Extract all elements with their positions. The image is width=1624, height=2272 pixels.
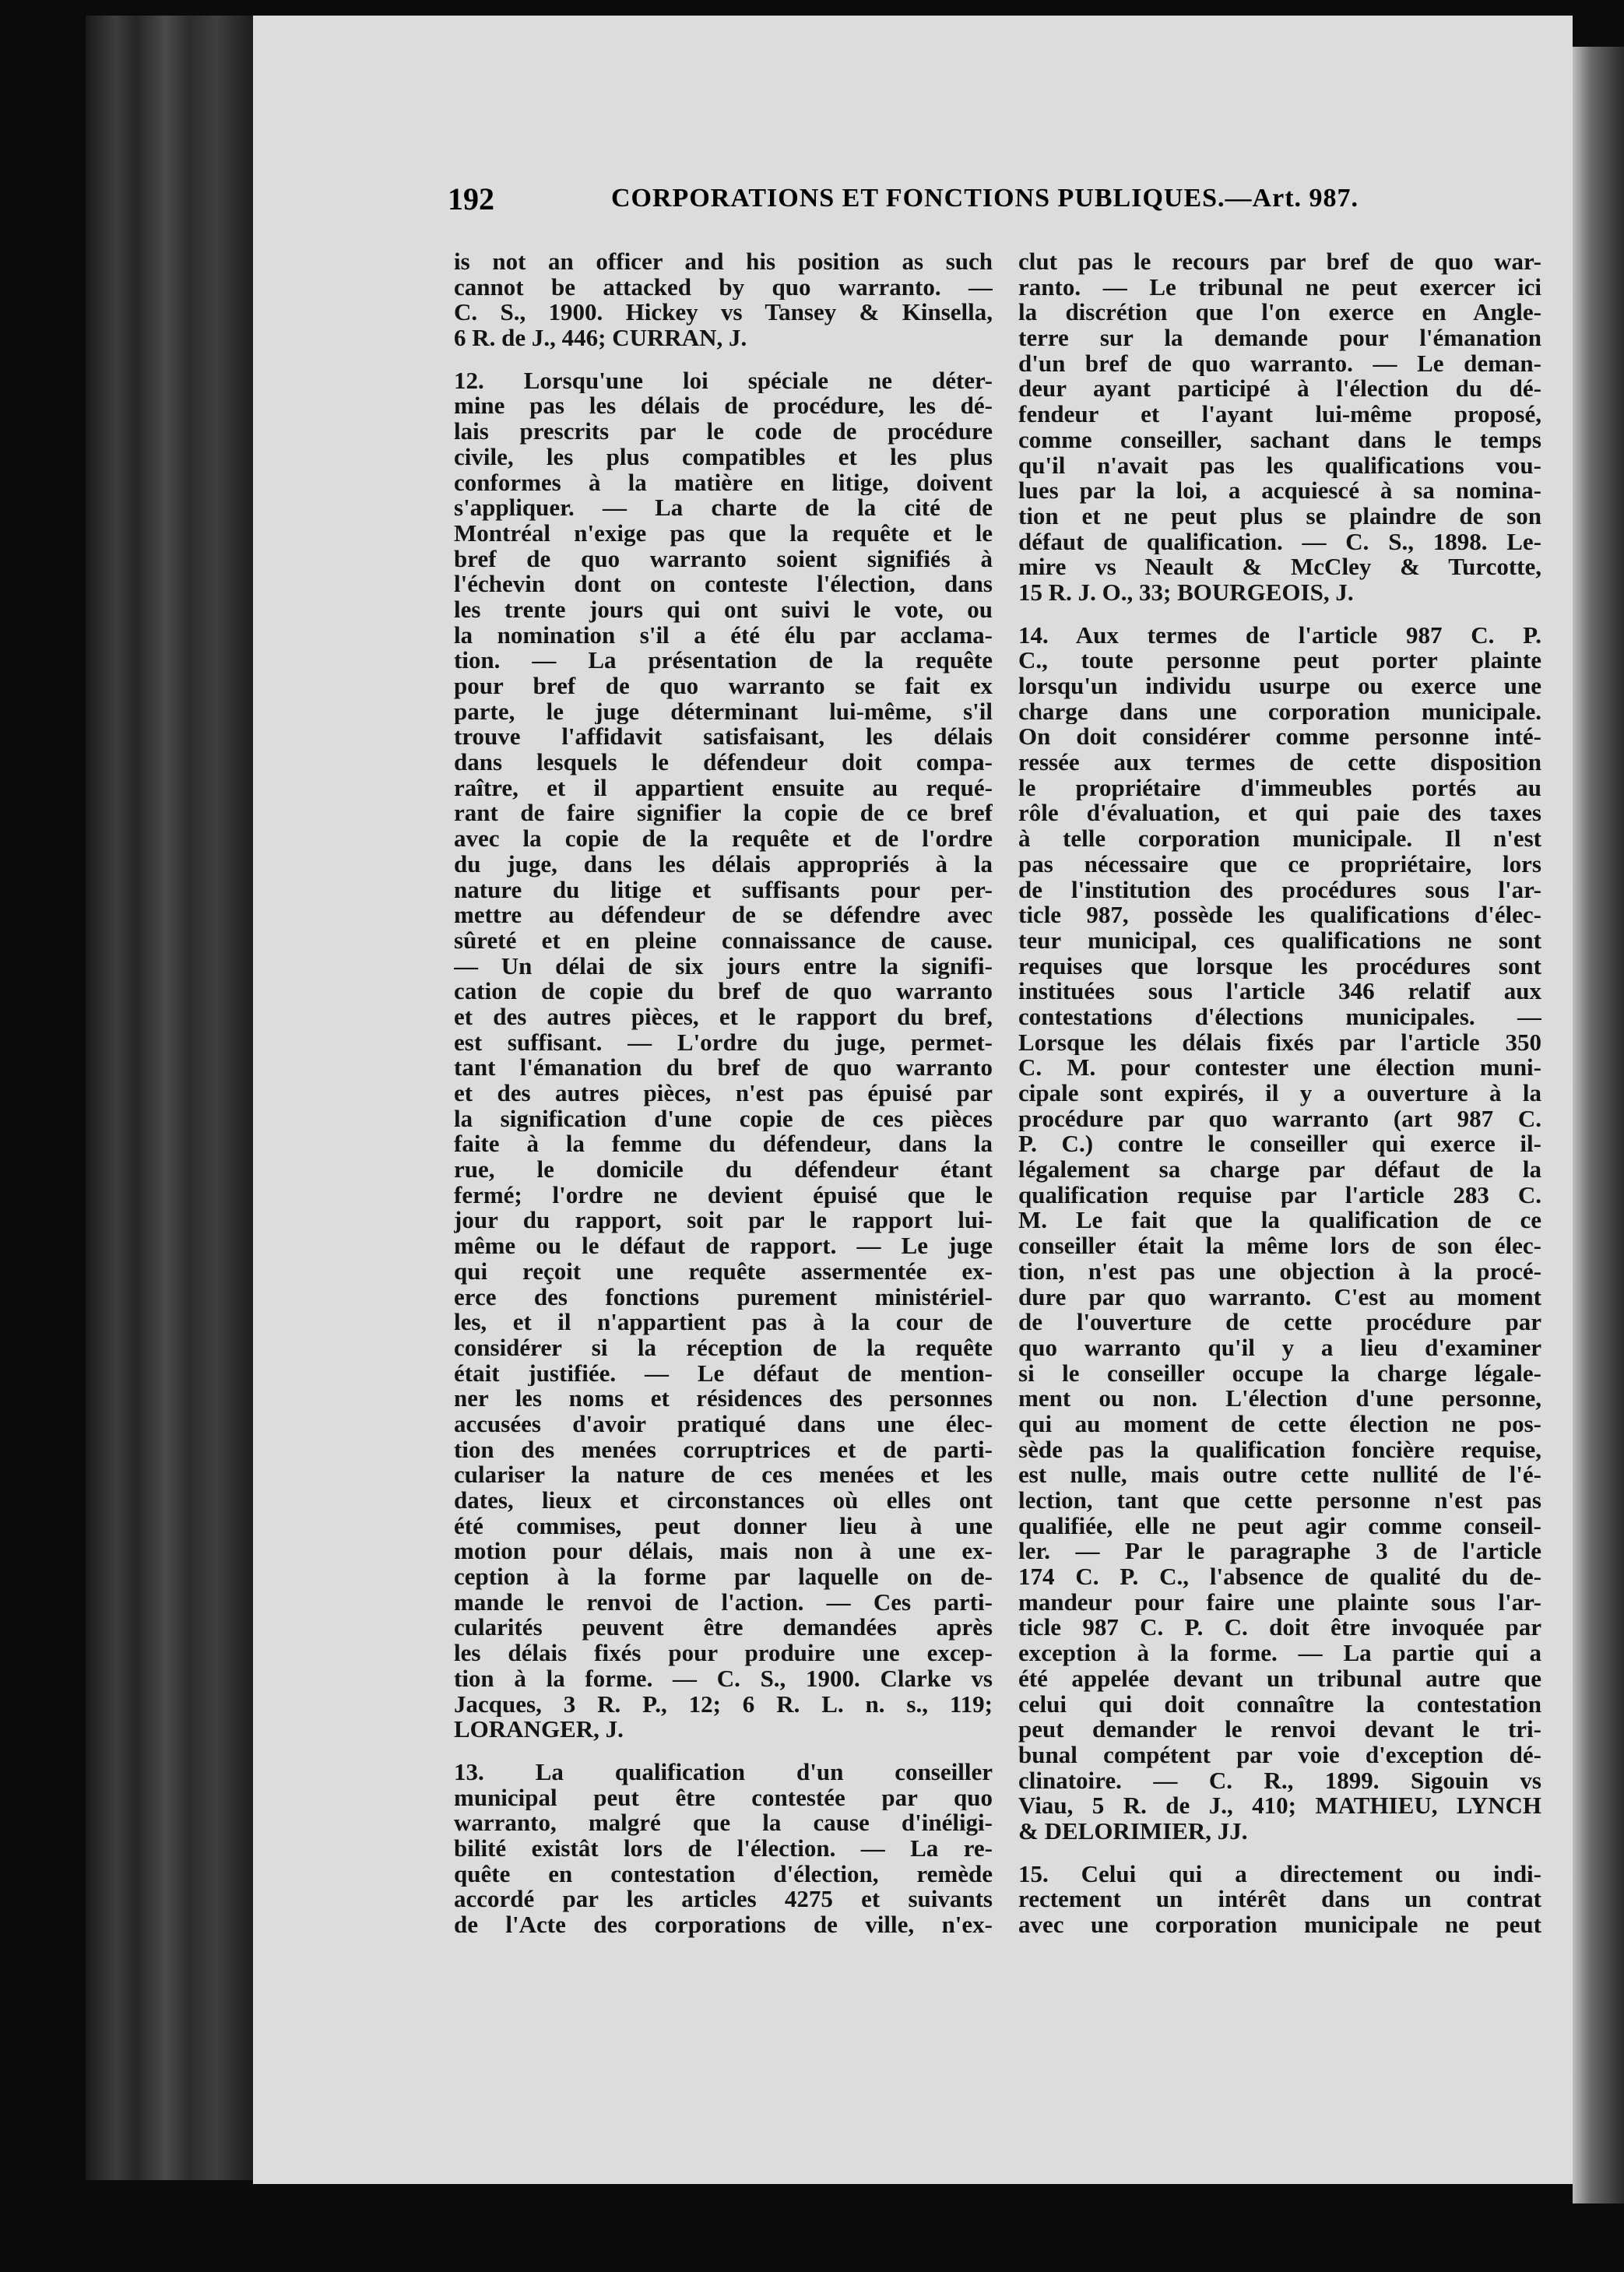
text-line: accordé par les articles 4275 et suivants [454, 1887, 993, 1912]
text-line: Viau, 5 R. de J., 410; MATHIEU, LYNCH [1018, 1793, 1541, 1819]
text-line: bilité existât lors de l'élection. — La re- [454, 1835, 993, 1862]
text-line: du juge, dans les délais appropriés à la [454, 851, 993, 877]
text-line: municipal peut être contestée par quo [454, 1785, 993, 1811]
text-line: is not an officer and his position as such [454, 249, 993, 275]
text-line: 14. Aux termes de l'article 987 C. P. [1018, 622, 1541, 649]
text-line: l'échevin dont on conteste l'élection, dans [454, 572, 993, 597]
text-line: les trente jours qui ont suivi le vote, ou [454, 596, 993, 623]
text-line: instituées sous l'article 346 relatif aux [1018, 979, 1541, 1004]
text-line: requises que lorsque les procédures sont [1018, 953, 1541, 979]
text-line: rectement un intérêt dans un contrat [1018, 1887, 1541, 1912]
text-line: 6 R. de J., 446; CURRAN, J. [454, 325, 747, 351]
text-line: fendeur et l'ayant lui-même proposé, [1018, 402, 1541, 427]
paragraph-15 [1018, 1862, 1541, 1938]
text-line: 13. La qualification d'un conseiller [454, 1759, 993, 1785]
text-line: tion. — La présentation de la requête [454, 648, 993, 674]
text-line: On doit considérer comme personne inté- [1018, 724, 1541, 751]
text-line: conseiller était la même lors de son élec- [1018, 1233, 1541, 1259]
text-line: 15. Celui qui a directement ou indi- [1018, 1861, 1541, 1887]
text-line: 12. Lorsqu'une loi spéciale ne déter- [454, 368, 993, 394]
text-line: Jacques, 3 R. P., 12; 6 R. L. n. s., 119; [454, 1691, 993, 1718]
text-line: peut demander le renvoi devant le tri- [1018, 1717, 1541, 1743]
text-line: légalement sa charge par défaut de la [1018, 1157, 1541, 1183]
text-line: teur municipal, ces qualifications ne sont [1018, 927, 1541, 954]
text-line: bref de quo warranto soient signifiés à [454, 546, 993, 572]
text-line: les délais fixés pour produire une excep- [454, 1641, 993, 1666]
text-line: la discrétion que l'on exerce en Angle- [1018, 300, 1541, 326]
text-line: la signification d'une copie de ces pièces [454, 1106, 993, 1132]
paragraph-12-continued [1018, 249, 1541, 606]
text-line: fermé; l'ordre ne devient épuisé que le [454, 1182, 993, 1208]
text-line: lection, tant que cette personne n'est pas [1018, 1488, 1541, 1514]
text-line: à telle corporation municipale. Il n'est [1018, 826, 1541, 852]
text-line: lues par la loi, a acquiescé à sa nomina- [1018, 478, 1541, 504]
text-line: est suffisant. — L'ordre du juge, permet- [454, 1029, 993, 1056]
page-number: 192 [448, 181, 494, 216]
text-line: était justifiée. — Le défaut de mention- [454, 1360, 993, 1387]
book-page-edge [86, 16, 253, 2180]
text-line: été commises, peut donner lieu à une [454, 1513, 993, 1539]
text-line: de l'ouverture de cette procédure par [1018, 1310, 1541, 1335]
text-line: culariser la nature de ces menées et les [454, 1462, 993, 1488]
paragraph-13 [454, 1760, 993, 1938]
text-line: s'appliquer. — La charte de la cité de [454, 495, 993, 521]
text-line: parte, le juge déterminant lui-même, s'il [454, 698, 993, 725]
text-line: — Un délai de six jours entre la signifi- [454, 953, 993, 979]
text-line: ment ou non. L'élection d'une personne, [1018, 1386, 1541, 1412]
text-line: motion pour délais, mais non à une ex- [454, 1539, 993, 1565]
text-line: mire vs Neault & McCley & Turcotte, [1018, 554, 1541, 580]
text-line: qu'il n'avait pas les qualifications vou- [1018, 452, 1541, 479]
paragraph-intro [454, 249, 993, 351]
text-line: ner les noms et résidences des personnes [454, 1386, 993, 1412]
text-line: bunal compétent par voie d'exception dé- [1018, 1742, 1541, 1768]
text-line: qui reçoit une requête assermentée ex- [454, 1258, 993, 1285]
text-line: faite à la femme du défendeur, dans la [454, 1131, 993, 1158]
text-line: sède pas la qualification foncière requise, [1018, 1437, 1541, 1463]
text-line: tion à la forme. — C. S., 1900. Clarke vs [454, 1665, 993, 1692]
text-line: charge dans une corporation municipale. [1018, 698, 1541, 725]
text-line: conformes à la matière en litige, doivent [454, 470, 993, 496]
text-line: quo warranto qu'il y a lieu d'examiner [1018, 1335, 1541, 1361]
text-line: ressée aux termes de cette disposition [1018, 750, 1541, 776]
page-header [448, 181, 1382, 229]
text-line: Lorsque les délais fixés par l'article 350 [1018, 1029, 1541, 1056]
text-line: Montréal n'exige pas que la requête et le [454, 520, 993, 547]
text-line: contestations d'élections municipales. — [1018, 1004, 1541, 1030]
text-line: C. M. pour contester une élection muni- [1018, 1055, 1541, 1081]
text-line: mande le renvoi de l'action. — Ces parti- [454, 1589, 993, 1616]
text-line: deur ayant participé à l'élection du dé- [1018, 376, 1541, 403]
text-line: terre sur la demande pour l'émanation [1018, 325, 1541, 351]
text-line: tion des menées corruptrices et de parti- [454, 1437, 993, 1463]
text-line: clut pas le recours par bref de quo war- [1018, 249, 1541, 275]
text-line: C. S., 1900. Hickey vs Tansey & Kinsella, [454, 300, 993, 326]
running-title: CORPORATIONS ET FONCTIONS PUBLIQUES.—Art. 987. [611, 184, 1359, 213]
text-line: cipale sont expirés, il y a ouverture à la [1018, 1081, 1541, 1106]
text-line: procédure par quo warranto (art 987 C. [1018, 1106, 1541, 1132]
text-line: ticle 987 C. P. C. doit être invoquée par [1018, 1615, 1541, 1641]
text-line: P. C.) contre le conseiller qui exerce il- [1018, 1131, 1541, 1158]
text-line: rant de faire signifier la copie de ce bref [454, 800, 993, 827]
text-line: nature du litige et suffisants pour per- [454, 877, 993, 903]
text-line: cularités peuvent être demandées après [454, 1615, 993, 1641]
text-line: comme conseiller, sachant dans le temps [1018, 427, 1541, 453]
text-line: civile, les plus compatibles et les plus [454, 444, 993, 470]
text-line: pas nécessaire que ce propriétaire, lors [1018, 851, 1541, 877]
text-line: les, et il n'appartient pas à la cour de [454, 1310, 993, 1335]
text-line: qualification requise par l'article 283 C. [1018, 1182, 1541, 1208]
text-line: ler. — Par le paragraphe 3 de l'article [1018, 1539, 1541, 1565]
text-line: avec une corporation municipale ne peut [1018, 1912, 1541, 1938]
text-line: mine pas les délais de procédure, les dé- [454, 393, 993, 420]
text-line: mandeur pour faire une plainte sous l'ar- [1018, 1589, 1541, 1616]
text-line: pour bref de quo warranto se fait ex [454, 674, 993, 699]
text-line: quête en contestation d'élection, remède [454, 1861, 993, 1887]
text-line: & DELORIMIER, JJ. [1018, 1818, 1248, 1845]
text-line: accusées d'avoir pratiqué dans une élec- [454, 1411, 993, 1437]
text-line: le propriétaire d'immeubles portés au [1018, 775, 1541, 801]
left-column [454, 249, 993, 1938]
text-line: ticle 987, possède les qualifications d'élec- [1018, 902, 1541, 928]
text-line: ranto. — Le tribunal ne peut exercer ici [1018, 274, 1541, 301]
text-line: est nulle, mais outre cette nullité de l'é- [1018, 1462, 1541, 1488]
text-line: C., toute personne peut porter plainte [1018, 648, 1541, 674]
text-line: jour du rapport, soit par le rapport lui- [454, 1208, 993, 1234]
text-line: et des autres pièces, n'est pas épuisé par [454, 1081, 993, 1106]
text-line: warranto, malgré que la cause d'inéligi- [454, 1810, 993, 1836]
text-line: lorsqu'un individu usurpe ou exerce une [1018, 674, 1541, 699]
text-line: mettre au défendeur de se défendre avec [454, 902, 993, 928]
text-line: et des autres pièces, et le rapport du bref, [454, 1004, 993, 1030]
text-line: dure par quo warranto. C'est au moment [1018, 1284, 1541, 1310]
text-line: sûreté et en pleine connaissance de cause. [454, 927, 993, 954]
text-line: été appelée devant un tribunal autre que [1018, 1665, 1541, 1692]
text-line: de l'institution des procédures sous l'ar- [1018, 877, 1541, 903]
text-line: défaut de qualification. — C. S., 1898. Le- [1018, 529, 1541, 555]
text-line: qualifiée, elle ne peut agir comme conseil- [1018, 1513, 1541, 1539]
text-line: 15 R. J. O., 33; BOURGEOIS, J. [1018, 579, 1354, 606]
right-column [1018, 249, 1541, 1938]
text-line: dates, lieux et circonstances où elles ont [454, 1488, 993, 1514]
text-line: tion, n'est pas une objection à la procé- [1018, 1258, 1541, 1285]
text-line: ception à la forme par laquelle on de- [454, 1564, 993, 1590]
text-line: si le conseiller occupe la charge légale- [1018, 1360, 1541, 1387]
text-line: qui au moment de cette élection ne pos- [1018, 1411, 1541, 1437]
text-line: clinatoire. — C. R., 1899. Sigouin vs [1018, 1767, 1541, 1794]
text-line: la nomination s'il a été élu par acclama- [454, 622, 993, 649]
text-line: M. Le fait que la qualification de ce [1018, 1208, 1541, 1234]
text-line: cation de copie du bref de quo warranto [454, 979, 993, 1004]
text-line: lais prescrits par le code de procédure [454, 419, 993, 445]
page-shadow [1573, 47, 1624, 2203]
text-line: avec la copie de la requête et de l'ordre [454, 826, 993, 852]
text-line: exception à la forme. — La partie qui a [1018, 1641, 1541, 1666]
text-line: rue, le domicile du défendeur étant [454, 1157, 993, 1183]
text-line: celui qui doit connaître la contestation [1018, 1691, 1541, 1718]
text-line: même ou le défaut de rapport. — Le juge [454, 1233, 993, 1259]
paragraph-12 [454, 368, 993, 1743]
text-line: tion et ne peut plus se plaindre de son [1018, 503, 1541, 529]
text-line: de l'Acte des corporations de ville, n'ex- [454, 1912, 993, 1938]
text-line: cannot be attacked by quo warranto. — [454, 274, 993, 301]
text-line: considérer si la réception de la requête [454, 1335, 993, 1361]
text-line: LORANGER, J. [454, 1717, 624, 1743]
text-line: raître, et il appartient ensuite au requé- [454, 775, 993, 801]
text-line: d'un bref de quo warranto. — Le deman- [1018, 350, 1541, 377]
text-line: trouve l'affidavit satisfaisant, les délais [454, 724, 993, 751]
text-line: 174 C. P. C., l'absence de qualité du de- [1018, 1564, 1541, 1590]
paragraph-14 [1018, 623, 1541, 1845]
text-line: erce des fonctions purement ministériel- [454, 1284, 993, 1310]
text-line: tant l'émanation du bref de quo warranto [454, 1055, 993, 1081]
text-line: dans lesquels le défendeur doit compa- [454, 750, 993, 776]
text-line: rôle d'évaluation, et qui paie des taxes [1018, 800, 1541, 827]
